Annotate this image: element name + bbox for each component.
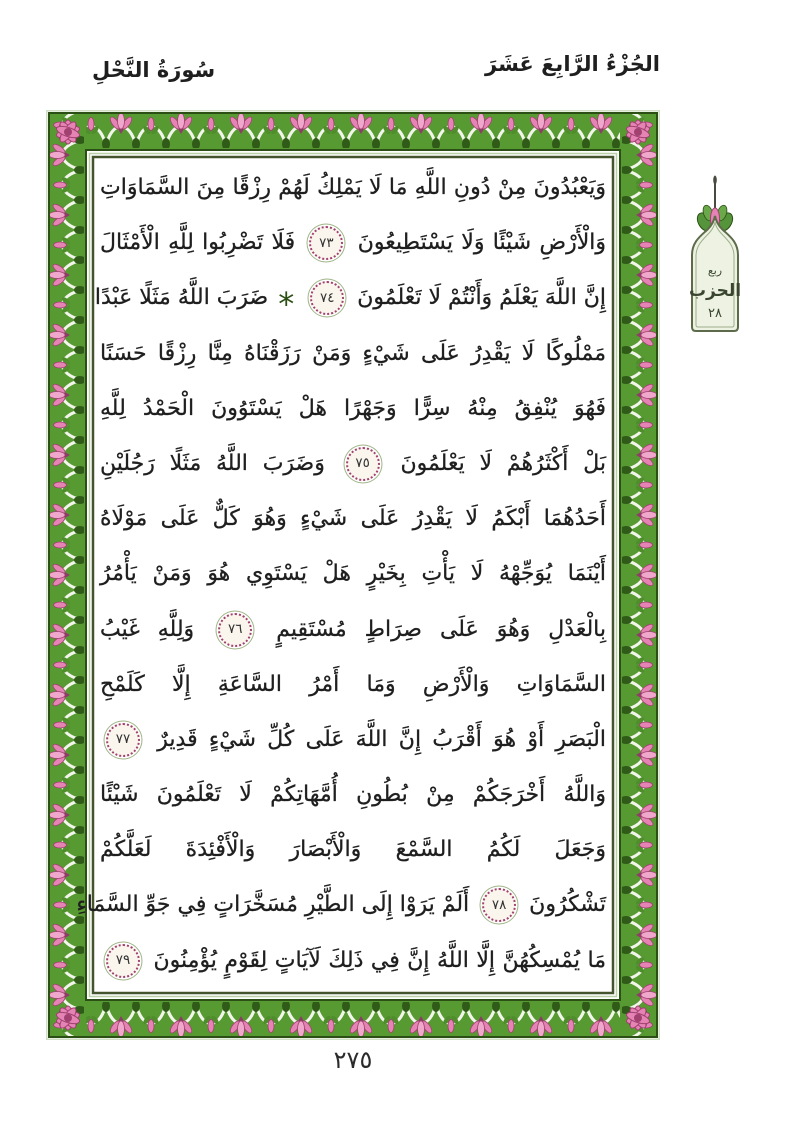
verse-text: وَالْأَرْضِ شَيْئًا وَلَا يَسْتَطِيعُونَ [357,230,606,256]
quran-line [100,160,606,215]
verse-text: بِالْعَدْلِ وَهُوَ عَلَى صِرَاطٍ مُسْتَقِيمٍ [276,616,606,642]
verse-text: أَلَمْ يَرَوْا إِلَى الطَّيْرِ مُسَخَّرَاتٍ فِي جَوِّ السَّمَاءِ [76,892,470,918]
verse-text: فَلَا تَضْرِبُوا لِلَّهِ الْأَمْثَالَ [100,230,296,256]
verse-text: ضَرَبَ اللَّهُ مَثَلًا عَبْدًا [94,285,269,311]
verse-text: أَيْنَمَا يُوَجِّهْهُ لَا يَأْتِ بِخَيْرٍ هَلْ يَسْتَوِي هُوَ وَمَنْ يَأْمُرُ [100,561,606,587]
quran-line [100,767,606,822]
quran-lines [76,160,606,988]
hizb-marker-number: ٢٨ [708,306,722,321]
quran-line [100,933,606,988]
ayah-marker: ٧٩ [106,944,140,978]
verse-text: وَيَعْبُدُونَ مِنْ دُونِ اللَّهِ مَا لَا يَمْلِكُ لَهُمْ رِزْقًا مِنَ السَّمَاوَاتِ [100,175,606,200]
quran-line [100,657,606,712]
verse-text: وَلِلَّهِ غَيْبُ [100,616,195,642]
hizb-marker [680,175,750,335]
quran-line [100,546,606,601]
verse-text: إِنَّ اللَّهَ يَعْلَمُ وَأَنْتُمْ لَا تَعْلَمُونَ [357,285,606,311]
verse-text: بَلْ أَكْثَرُهُمْ لَا يَعْلَمُونَ [400,450,606,476]
quran-line [100,491,606,546]
verse-text: الْبَصَرِ أَوْ هُوَ أَقْرَبُ إِنَّ اللَّهَ عَلَى كُلِّ شَيْءٍ قَدِيرٌ [157,726,606,752]
surah-title: سُورَةُ النَّحْلِ [92,58,216,82]
hizb-marker-top-word: ربع [707,264,723,277]
quran-line [100,822,606,877]
juz-title: الجُزْءُ الرَّابِعَ عَشَرَ [485,52,660,76]
verse-text: مَا يُمْسِكُهُنَّ إِلَّا اللَّهُ إِنَّ فِي ذَلِكَ لَآيَاتٍ لِقَوْمٍ يُؤْمِنُونَ [153,947,606,973]
ayah-marker: ٧٧ [106,723,140,757]
quran-line [100,436,606,491]
verse-text: فَهُوَ يُنْفِقُ مِنْهُ سِرًّا وَجَهْرًا هَلْ يَسْتَوُونَ الْحَمْدُ لِلَّهِ [100,395,606,421]
quran-line [100,215,606,270]
quran-line [100,712,606,767]
quran-line [100,602,606,657]
verse-text: وَجَعَلَ لَكُمُ السَّمْعَ وَالْأَبْصَارَ وَالْأَفْئِدَةَ لَعَلَّكُمْ [100,837,606,863]
page-number: ٢٧٥ [333,1046,373,1074]
ayah-marker: ٧٥ [346,447,380,481]
rub-el-hizb-icon: * [278,285,295,324]
verse-text: تَشْكُرُونَ [529,892,606,918]
ayah-marker: ٧٤ [310,281,344,315]
ayah-marker: ٧٨ [482,888,516,922]
ayah-marker: ٧٣ [309,226,343,260]
ayah-marker: ٧٦ [218,613,252,647]
hizb-marker-main-word: الحزب [688,281,742,301]
verse-text: مَمْلُوكًا لَا يَقْدِرُ عَلَى شَيْءٍ وَمَنْ رَزَقْنَاهُ مِنَّا رِزْقًا حَسَنًا [100,340,606,366]
quran-line [94,270,606,325]
quran-line [76,877,606,932]
quran-line [100,381,606,436]
quran-line [100,326,606,381]
verse-text: السَّمَاوَاتِ وَالْأَرْضِ وَمَا أَمْرُ السَّاعَةِ إِلَّا كَلَمْحِ [100,671,606,697]
verse-text: وَضَرَبَ اللَّهُ مَثَلًا رَجُلَيْنِ [100,450,325,476]
verse-text: أَحَدُهُمَا أَبْكَمُ لَا يَقْدِرُ عَلَى شَيْءٍ وَهُوَ كَلٌّ عَلَى مَوْلَاهُ [100,506,606,532]
verse-text: وَاللَّهُ أَخْرَجَكُمْ مِنْ بُطُونِ أُمَّهَاتِكُمْ لَا تَعْلَمُونَ شَيْئًا [100,782,606,808]
